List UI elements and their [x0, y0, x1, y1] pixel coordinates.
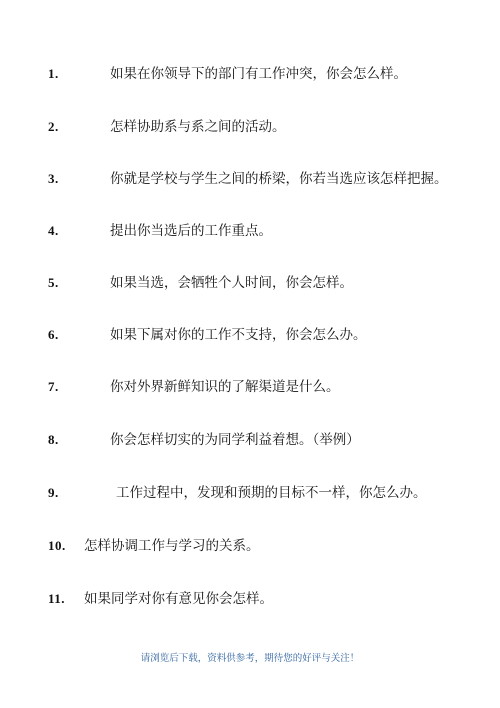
question-number: 4. [48, 223, 59, 238]
question-text: 怎样协调工作与学习的关系。 [84, 538, 260, 554]
question-7 [0, 377, 500, 403]
question-9 [0, 483, 500, 509]
question-text: 怎样协助系与系之间的活动。 [110, 119, 286, 135]
question-number: 2. [48, 119, 59, 134]
question-text: 你会怎样切实的为同学利益着想。（举例） [110, 432, 360, 448]
question-4 [0, 221, 500, 247]
question-number: 8. [48, 432, 59, 447]
question-number: 10. [48, 538, 66, 553]
question-number: 6. [48, 327, 59, 342]
question-number: 3. [48, 171, 59, 186]
question-10 [0, 536, 500, 562]
question-11 [0, 589, 500, 615]
question-text: 如果在你领导下的部门有工作冲突，你会怎么样。 [110, 66, 407, 82]
question-number: 9. [48, 485, 59, 500]
question-2 [0, 117, 500, 143]
question-number: 7. [48, 379, 59, 394]
question-text: 如果当选，会牺牲个人时间，你会怎样。 [110, 275, 353, 291]
page-footer: 请浏览后下载，资料供参考，期待您的好评与关注！ [140, 653, 360, 664]
question-number: 1. [48, 66, 59, 81]
question-3 [0, 169, 500, 195]
question-text: 你对外界新鲜知识的了解渠道是什么。 [110, 379, 340, 395]
question-text: 如果同学对你有意见你会怎样。 [84, 591, 273, 607]
question-text: 提出你当选后的工作重点。 [110, 223, 272, 239]
question-5 [0, 273, 500, 299]
question-text: 如果下属对你的工作不支持，你会怎么办。 [110, 327, 367, 343]
question-number: 5. [48, 275, 59, 290]
question-number: 11. [48, 591, 66, 606]
question-6 [0, 325, 500, 351]
question-8 [0, 430, 500, 456]
question-text: 你就是学校与学生之间的桥梁，你若当选应该怎样把握。 [110, 171, 448, 187]
question-text: 工作过程中，发现和预期的目标不一样，你怎么办。 [116, 485, 427, 501]
question-1 [0, 64, 500, 90]
